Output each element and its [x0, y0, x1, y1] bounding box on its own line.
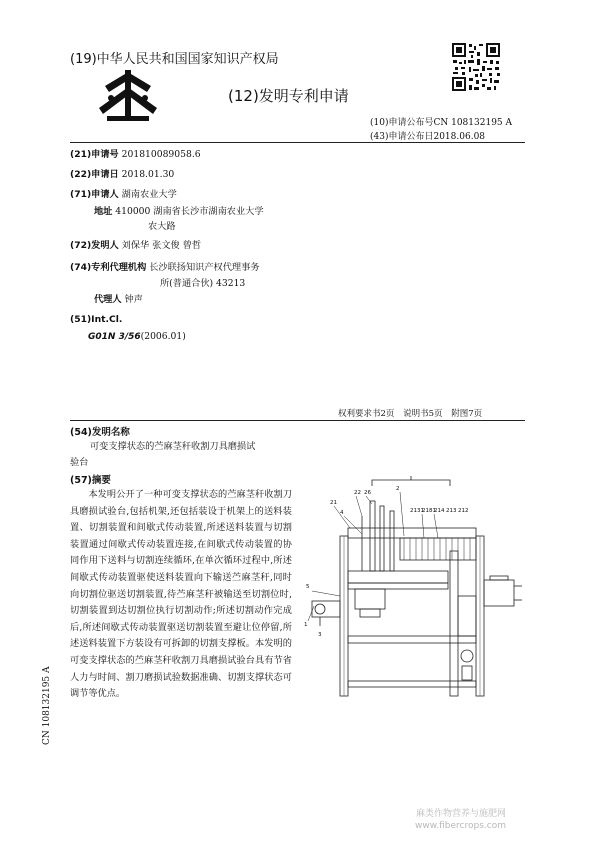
- figure-label: 3: [318, 632, 322, 638]
- figure-label: 212: [458, 508, 469, 514]
- int-cl: [70, 313, 122, 326]
- invention-title-line-2: 验台: [70, 457, 89, 468]
- abstract-text: 本发明公开了一种可变支撑状态的苎麻茎秆收割刀具磨损试验台,包括机架,还包括装设于机架上的送料装置、切割装置和间歇式传动装置,所述送料装置与切割装置通过间歇式传动装置连接,在间歇式传动装置的协同作用下送料与切割连续循环,在单次循环过程中,所述间歇式传动装置驱使送料装置向下输送苎麻茎秆,同时向切割位驱送切割装置,待苎麻茎秆被输送至切割位时,切割装置到达切割位执行切割动作;所述切割动作完成后,所述间歇式传动装置驱送切割装置至避让位停留,所述送料装置下方装设有可拆卸的切割支撑板。本发明的可变支撑状态的苎麻茎秆收割刀具磨损试验台具有节省人力与时间、割刀磨损试验数据准确、切割支撑状态可调节等优点。: [70, 489, 292, 700]
- agent-value: 钟声: [124, 294, 143, 305]
- application-number: [70, 148, 201, 161]
- side-publication-number: CN 108132195 A: [42, 666, 52, 745]
- application-date: [70, 168, 174, 181]
- figure-label: 1: [304, 622, 308, 628]
- address: [94, 205, 264, 218]
- watermark: [415, 808, 506, 832]
- agent: [94, 293, 143, 306]
- agent-label: 代理人: [94, 294, 122, 305]
- application-number-label: (21)申请号: [70, 149, 119, 160]
- publication-number-value: CN 108132195 A: [433, 118, 513, 128]
- document-type: (12)发明专利申请: [228, 87, 349, 105]
- figure-label: 214: [434, 508, 445, 514]
- applicant-label: (71)申请人: [70, 189, 119, 200]
- figure-label: 4: [340, 510, 344, 516]
- page-count-info: 权利要求书2页 说明书5页 附图7页: [338, 409, 483, 419]
- watermark-line-1: 麻类作物营养与施肥网: [415, 809, 506, 819]
- figure-label: 26: [364, 490, 371, 496]
- application-number-value: 201810089058.6: [121, 149, 201, 160]
- publication-number: [370, 115, 512, 128]
- applicant: [70, 188, 177, 201]
- int-cl-version: (2006.01): [140, 331, 186, 342]
- inventors-value: 刘保华 张文俊 曾哲: [121, 240, 202, 251]
- patent-agency-line-1: 长沙联扬知识产权代理事务: [149, 262, 260, 273]
- figure-label: 2181: [422, 508, 436, 514]
- publication-date: [370, 129, 485, 142]
- invention-title-label: (54)发明名称: [70, 427, 130, 438]
- inventors-label: (72)发明人: [70, 240, 119, 251]
- figure-label: 2: [396, 486, 400, 492]
- figure-label: 213: [446, 508, 457, 514]
- address-label: 地址: [94, 206, 113, 217]
- figure-label: 2131: [410, 508, 424, 514]
- patent-agency-label: (74)专利代理机构: [70, 262, 147, 273]
- title-divider: [70, 420, 525, 421]
- application-date-label: (22)申请日: [70, 169, 119, 180]
- figure-label: 21: [330, 500, 337, 506]
- office-name: (19)中华人民共和国国家知识产权局: [70, 52, 279, 67]
- invention-title-line-1: 可变支撑状态的苎麻茎秆收割刀具磨损试: [90, 441, 256, 452]
- int-cl-code: G01N 3/56: [88, 332, 141, 342]
- int-cl-label: (51)Int.Cl.: [70, 314, 123, 325]
- application-date-value: 2018.01.30: [121, 169, 175, 180]
- apparatus-drawing: [300, 476, 525, 706]
- inventors: [70, 239, 201, 252]
- qr-code: [452, 43, 500, 91]
- patent-agency-line-2: 所(普通合伙) 43213: [160, 278, 246, 289]
- watermark-line-2: www.fibercrops.com: [415, 821, 506, 831]
- figure-label: 22: [354, 490, 361, 496]
- publication-date-value: 2018.06.08: [433, 132, 486, 142]
- publication-date-label: (43)申请公布日: [370, 132, 434, 142]
- address-line-1: 410000 湖南省长沙市湖南农业大学: [115, 206, 264, 217]
- figure-label: 5: [306, 584, 310, 590]
- publication-number-label: (10)申请公布号: [370, 118, 434, 128]
- abstract-label: (57)摘要: [70, 475, 111, 486]
- patent-agency: [70, 261, 259, 274]
- address-line-2: 农大路: [148, 221, 176, 232]
- cnipa-emblem: [97, 68, 159, 124]
- header-divider: [70, 142, 525, 143]
- int-cl-code-line: [88, 330, 186, 344]
- applicant-value: 湖南农业大学: [121, 189, 177, 200]
